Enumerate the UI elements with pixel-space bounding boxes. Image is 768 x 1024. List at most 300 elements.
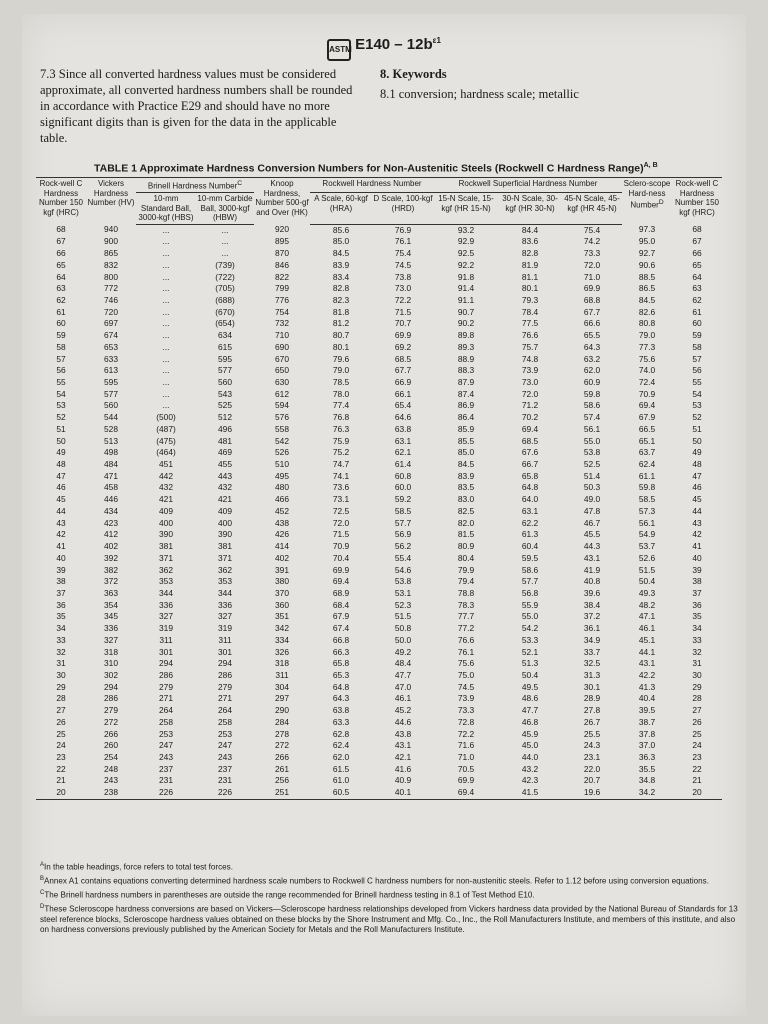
table-cell: 40.4: [638, 693, 656, 704]
table-cell: 51: [56, 423, 66, 434]
table-cell: 633: [104, 353, 118, 364]
footnote-b: [40, 874, 740, 887]
table-cell: 63.1: [521, 505, 539, 516]
footnote-a-ref: A: [40, 862, 45, 868]
table-cell: 371: [159, 552, 173, 563]
table-cell: 65.1: [638, 435, 656, 446]
table-cell: 26: [56, 716, 66, 727]
table-cell: 615: [218, 341, 232, 352]
table-cell: ...: [162, 400, 170, 411]
table-cell: 36.1: [583, 623, 601, 634]
table-row: [36, 740, 722, 752]
table-cell: 71.5: [394, 306, 412, 317]
table-cell: 612: [275, 388, 289, 399]
table-row: [36, 342, 722, 354]
table-cell: 254: [104, 752, 118, 762]
table-cell: 85.9: [457, 423, 475, 434]
table-cell: 49.2: [394, 646, 412, 657]
table-cell: 78.0: [332, 388, 350, 399]
table-cell: 402: [275, 552, 289, 563]
table-cell: 66.7: [521, 459, 539, 470]
table-cell: 75.6: [638, 353, 656, 364]
table-cell: 58.6: [583, 400, 601, 411]
table-cell: 438: [275, 517, 289, 528]
table-cell: 382: [104, 564, 118, 575]
table-cell: 432: [218, 482, 232, 493]
table-cell: 66.3: [332, 646, 350, 657]
table-body: [36, 224, 722, 799]
table-cell: 238: [86, 787, 136, 799]
table-cell: 247: [218, 740, 232, 751]
table-cell: 68.5: [521, 435, 539, 446]
table-cell: 345: [104, 611, 118, 622]
table-cell: 50.4: [638, 576, 656, 587]
table-cell: 65.4: [394, 400, 412, 411]
table-cell: 22: [692, 763, 702, 774]
header-scleroscope-ref: D: [658, 199, 664, 206]
table-cell: 24: [56, 740, 66, 751]
table-cell: 50.8: [394, 623, 412, 634]
footnote-d: [40, 902, 740, 936]
table-cell: 80.1: [521, 283, 539, 294]
table-cell: 33.7: [583, 646, 601, 657]
table-cell: 35: [56, 611, 66, 622]
table-cell: 266: [275, 752, 289, 762]
table-cell: 86.5: [638, 283, 656, 294]
table-cell: 421: [218, 494, 232, 505]
table-cell: 650: [275, 365, 289, 376]
header-group-brinell-label: Brinell Hardness Number: [147, 181, 238, 191]
table-cell: 68.4: [332, 599, 350, 610]
table-cell: 451: [159, 459, 173, 470]
table-cell: 27: [56, 705, 66, 716]
table-cell: 44.1: [638, 646, 656, 657]
table-cell: 64.6: [394, 412, 412, 423]
table-cell: 426: [275, 529, 289, 540]
table-cell: 353: [159, 576, 173, 587]
table-cell: 66: [56, 248, 66, 259]
table-cell: 272: [104, 716, 118, 727]
table-cell: 71.5: [332, 529, 350, 540]
table-cell: 67.7: [583, 306, 601, 317]
table-cell: 78.3: [457, 599, 475, 610]
table-cell: (487): [156, 423, 176, 434]
table-cell: 70.9: [332, 541, 350, 552]
table-row: [36, 764, 722, 776]
table-cell: 51: [692, 423, 702, 434]
table-cell: 52.1: [521, 646, 539, 657]
table-row: [36, 623, 722, 635]
table-cell: 697: [104, 318, 118, 329]
table-cell: 38: [692, 576, 702, 587]
table-cell: (739): [215, 259, 235, 270]
table-cell: (722): [215, 271, 235, 282]
table-cell: 577: [218, 365, 232, 376]
table-cell: 70.7: [394, 318, 412, 329]
table-cell: 80.8: [638, 318, 656, 329]
table-cell: 48.4: [394, 658, 412, 669]
table-cell: 62: [692, 294, 702, 305]
table-cell: 61: [56, 306, 66, 317]
table-cell: 86.4: [457, 412, 475, 423]
edition-mark: ε1: [432, 36, 441, 45]
table-cell: 79.4: [457, 576, 475, 587]
table-row: [36, 400, 722, 412]
table-cell: 74.8: [521, 353, 539, 364]
table-cell: 48.2: [638, 599, 656, 610]
page-header: [22, 36, 746, 61]
table-cell: 74.1: [332, 470, 350, 481]
table-row: [36, 224, 722, 236]
table-cell: 49.3: [638, 587, 656, 598]
table-cell: 55.0: [583, 435, 601, 446]
table-cell: 44: [56, 505, 66, 516]
table-cell: 69.9: [583, 283, 601, 294]
table-cell: 69.4: [332, 576, 350, 587]
table-cell: 746: [104, 294, 118, 305]
table-cell: 243: [218, 752, 232, 762]
table-cell: 28: [692, 693, 702, 704]
table-row: [36, 295, 722, 307]
table-cell: 38: [56, 576, 66, 587]
table-cell: 46.7: [583, 517, 601, 528]
table-cell: 319: [159, 623, 173, 634]
table-cell: 42: [56, 529, 66, 540]
table-cell: 670: [275, 353, 289, 364]
table-cell: 271: [218, 693, 232, 704]
table-cell: 64.3: [332, 693, 350, 704]
table-cell: ...: [162, 330, 170, 341]
table-cell: 95.0: [638, 236, 656, 247]
table-cell: 64.8: [521, 482, 539, 493]
table-cell: 231: [159, 775, 173, 786]
table-cell: 81.1: [521, 271, 539, 282]
table-cell: 34.9: [583, 634, 601, 645]
table-cell: 279: [104, 705, 118, 716]
table-cell: 732: [275, 318, 289, 329]
table-cell: 76.8: [332, 412, 350, 423]
table-cell: 390: [159, 529, 173, 540]
table-cell: 45: [56, 494, 66, 505]
table-cell: 23: [56, 752, 66, 762]
table-cell: 77.3: [638, 341, 656, 352]
table-cell: 73.9: [457, 693, 475, 704]
table-cell: 61.1: [638, 470, 656, 481]
table-row: [36, 471, 722, 483]
table-cell: 42.2: [638, 669, 656, 680]
table-cell: 62: [56, 294, 66, 305]
table-cell: 67: [56, 236, 66, 247]
table-cell: 253: [218, 728, 232, 739]
table-cell: 455: [218, 459, 232, 470]
table-cell: 82.6: [638, 306, 656, 317]
table-cell: 41: [56, 541, 66, 552]
table-cell: 41: [692, 541, 702, 552]
table-cell: 47.7: [521, 705, 539, 716]
table-cell: 23: [692, 752, 702, 762]
header-hbs: 10-mm Standard Ball, 3000-kgf (HBS): [136, 193, 196, 225]
table-cell: 653: [104, 341, 118, 352]
table-cell: 73.3: [583, 248, 601, 259]
table-cell: 34: [56, 623, 66, 634]
table-cell: 353: [218, 576, 232, 587]
table-cell: 895: [275, 236, 289, 247]
table-cell: 311: [218, 634, 232, 645]
table-cell: 67.4: [332, 623, 350, 634]
table-cell: 75.4: [394, 248, 412, 259]
table-cell: 57.3: [638, 505, 656, 516]
table-cell: 88.5: [638, 271, 656, 282]
table-cell: 24: [692, 740, 702, 751]
table-cell: 480: [275, 482, 289, 493]
table-cell: 47.0: [394, 681, 412, 692]
table-cell: 400: [218, 517, 232, 528]
table-row: [36, 518, 722, 530]
table-cell: 392: [104, 552, 118, 563]
table-cell: 69.9: [394, 330, 412, 341]
table-cell: 55: [56, 377, 66, 387]
table-row: [36, 752, 722, 764]
table-row: [36, 365, 722, 377]
table-cell: 58.5: [394, 505, 412, 516]
table-row: [36, 682, 722, 694]
table-cell: 66.1: [394, 388, 412, 399]
table-cell: 55.4: [394, 552, 412, 563]
table-cell: 83.9: [457, 470, 475, 481]
table-cell: 326: [275, 646, 289, 657]
table-cell: 38.4: [583, 599, 601, 610]
table-cell: 54: [56, 388, 66, 399]
table-cell: 63.3: [332, 716, 350, 727]
table-cell: 446: [104, 494, 118, 505]
table-cell: 69.4: [521, 423, 539, 434]
table-cell: ...: [162, 248, 170, 259]
table-cell: 544: [104, 412, 118, 423]
table-cell: 38.7: [638, 716, 656, 727]
table-cell: 542: [275, 435, 289, 446]
footnote-a-text: In the table headings, force refers to total test forces.: [44, 862, 233, 872]
table-cell: 59.8: [638, 482, 656, 493]
table-cell: ...: [162, 353, 170, 364]
table-cell: 31.3: [583, 669, 601, 680]
table-cell: 85.0: [332, 236, 350, 247]
table-cell: (688): [215, 294, 235, 305]
table-cell: 25.5: [583, 728, 601, 739]
table-cell: 58.5: [638, 494, 656, 505]
table-cell: 576: [275, 412, 289, 423]
table-row: [36, 447, 722, 459]
table-cell: 402: [104, 541, 118, 552]
table-cell: 67.7: [394, 365, 412, 376]
table-cell: 65.5: [583, 330, 601, 341]
table-cell: 73.8: [394, 271, 412, 282]
table-cell: 47: [692, 470, 702, 481]
table-cell: 50: [692, 435, 702, 446]
table-cell: 344: [159, 587, 173, 598]
table-cell: 76.1: [457, 646, 475, 657]
table-cell: 41.5: [498, 787, 562, 799]
table-cell: 560: [104, 400, 118, 411]
table-cell: 90.6: [638, 259, 656, 270]
table-cell: 261: [275, 763, 289, 774]
table-cell: 47.1: [638, 611, 656, 622]
table-cell: 400: [159, 517, 173, 528]
astm-logo: ASTM: [327, 39, 351, 61]
table-cell: 50.3: [583, 482, 601, 493]
table-cell: 243: [159, 752, 173, 762]
keywords-text: 8.1 conversion; hardness scale; metallic: [380, 87, 579, 101]
table-cell: 92.7: [638, 248, 656, 259]
table-row: [36, 576, 722, 588]
table-cell: 77.2: [457, 623, 475, 634]
table-cell: 20.7: [583, 775, 601, 786]
header-hrd: D Scale, 100-kgf (HRD): [372, 193, 434, 225]
table-row: [36, 635, 722, 647]
table-cell: 51.3: [521, 658, 539, 669]
table-cell: 63.8: [332, 705, 350, 716]
table-row: [36, 330, 722, 342]
table-cell: 60.5: [310, 787, 372, 799]
table-cell: 304: [275, 681, 289, 692]
table-cell: 865: [104, 248, 118, 259]
standard-designation: E140 – 12b: [355, 36, 433, 53]
table-cell: 97.3: [638, 224, 656, 235]
table-cell: 526: [275, 447, 289, 458]
table-cell: 56.8: [521, 587, 539, 598]
table-cell: 72.2: [457, 728, 475, 739]
table-cell: 53.7: [638, 541, 656, 552]
header-group-brinell: [136, 178, 254, 193]
table-caption-text: TABLE 1 Approximate Hardness Conversion Numbers for Non-Austenitic Steels (Rockwell C Hardness Range): [94, 162, 644, 175]
table-cell: ...: [162, 388, 170, 399]
table-cell: 45.1: [638, 634, 656, 645]
table-cell: 55.0: [521, 611, 539, 622]
table-cell: 39.6: [583, 587, 601, 598]
table-cell: 68: [692, 224, 702, 235]
table-cell: 47: [56, 470, 66, 481]
table-cell: 327: [104, 634, 118, 645]
document-page: [22, 14, 746, 1016]
table-cell: 42: [692, 529, 702, 540]
table-cell: 469: [218, 447, 232, 458]
table-cell: 560: [218, 377, 232, 387]
table-cell: 28.9: [583, 693, 601, 704]
table-cell: 33: [692, 634, 702, 645]
table-cell: 80.9: [457, 541, 475, 552]
table-cell: 278: [275, 728, 289, 739]
table-cell: 78.8: [457, 587, 475, 598]
table-cell: 423: [104, 517, 118, 528]
table-cell: 34.2: [622, 787, 672, 799]
table-cell: 64: [56, 271, 66, 282]
table-cell: 264: [159, 705, 173, 716]
table-cell: 327: [218, 611, 232, 622]
table-cell: 43.1: [394, 740, 412, 751]
table-cell: 83.4: [332, 271, 350, 282]
table-cell: 52.6: [638, 552, 656, 563]
table-row: [36, 611, 722, 623]
section-7-3: [40, 66, 360, 146]
table-cell: 66.6: [583, 318, 601, 329]
table-row: [36, 600, 722, 612]
table-cell: ...: [162, 271, 170, 282]
table-cell: 336: [218, 599, 232, 610]
table-cell: 41.3: [638, 681, 656, 692]
table-cell: 63: [692, 283, 702, 294]
table-cell: ...: [221, 224, 229, 235]
table-cell: 53.8: [394, 576, 412, 587]
table-cell: 66.9: [394, 377, 412, 387]
table-row: [36, 494, 722, 506]
table-cell: 54.6: [394, 564, 412, 575]
table-cell: ...: [162, 294, 170, 305]
table-cell: 82.5: [457, 505, 475, 516]
table-cell: 76.3: [332, 423, 350, 434]
table-cell: ...: [221, 236, 229, 247]
table-cell: 46.1: [638, 623, 656, 634]
table-cell: 66.8: [332, 634, 350, 645]
table-cell: 271: [159, 693, 173, 704]
table-cell: 258: [218, 716, 232, 727]
table-cell: 64.8: [332, 681, 350, 692]
table-cell: ...: [162, 283, 170, 294]
header-15n: 15-N Scale, 15-kgf (HR 15-N): [434, 193, 498, 225]
table-cell: 81.5: [457, 529, 475, 540]
table-cell: 63.8: [394, 423, 412, 434]
header-group-rockwell: Rockwell Hardness Number: [310, 178, 434, 193]
table-cell: 53.8: [583, 447, 601, 458]
table-cell: 24.3: [583, 740, 601, 751]
table-cell: 40.8: [583, 576, 601, 587]
table-cell: 53.3: [521, 634, 539, 645]
table-cell: 342: [275, 623, 289, 634]
table-cell: 237: [218, 763, 232, 774]
footnote-c-ref: C: [40, 889, 45, 896]
table-cell: 710: [275, 330, 289, 341]
table-cell: 65: [56, 259, 66, 270]
table-cell: 452: [275, 505, 289, 516]
table-cell: 528: [104, 423, 118, 434]
table-cell: 63: [56, 283, 66, 294]
table-cell: 68.9: [332, 587, 350, 598]
table-cell: 55.9: [521, 599, 539, 610]
table-cell: 40: [56, 552, 66, 563]
table-cell: 409: [218, 505, 232, 516]
table-cell: 52.3: [394, 599, 412, 610]
table-cell: 63.1: [394, 435, 412, 446]
table-cell: 74.2: [583, 236, 601, 247]
table-cell: 44.6: [394, 716, 412, 727]
table-cell: 72.0: [332, 517, 350, 528]
table-cell: ...: [162, 259, 170, 270]
table-cell: 85.6: [332, 224, 350, 235]
table-cell: 32: [692, 646, 702, 657]
table-cell: 73.9: [521, 365, 539, 376]
table-cell: 69.4: [434, 787, 498, 799]
table-cell: 43.1: [583, 552, 601, 563]
table-cell: 61.0: [332, 775, 350, 786]
table-cell: 55: [692, 377, 702, 387]
table-cell: 50.4: [521, 669, 539, 680]
header-30n: 30-N Scale, 30-kgf (HR 30-N): [498, 193, 562, 225]
table-cell: 471: [104, 470, 118, 481]
table-cell: 466: [275, 494, 289, 505]
table-row: [36, 529, 722, 541]
table-cell: 62.4: [638, 459, 656, 470]
table-cell: 74.0: [638, 365, 656, 376]
table-cell: 496: [218, 423, 232, 434]
table-row: [36, 248, 722, 260]
